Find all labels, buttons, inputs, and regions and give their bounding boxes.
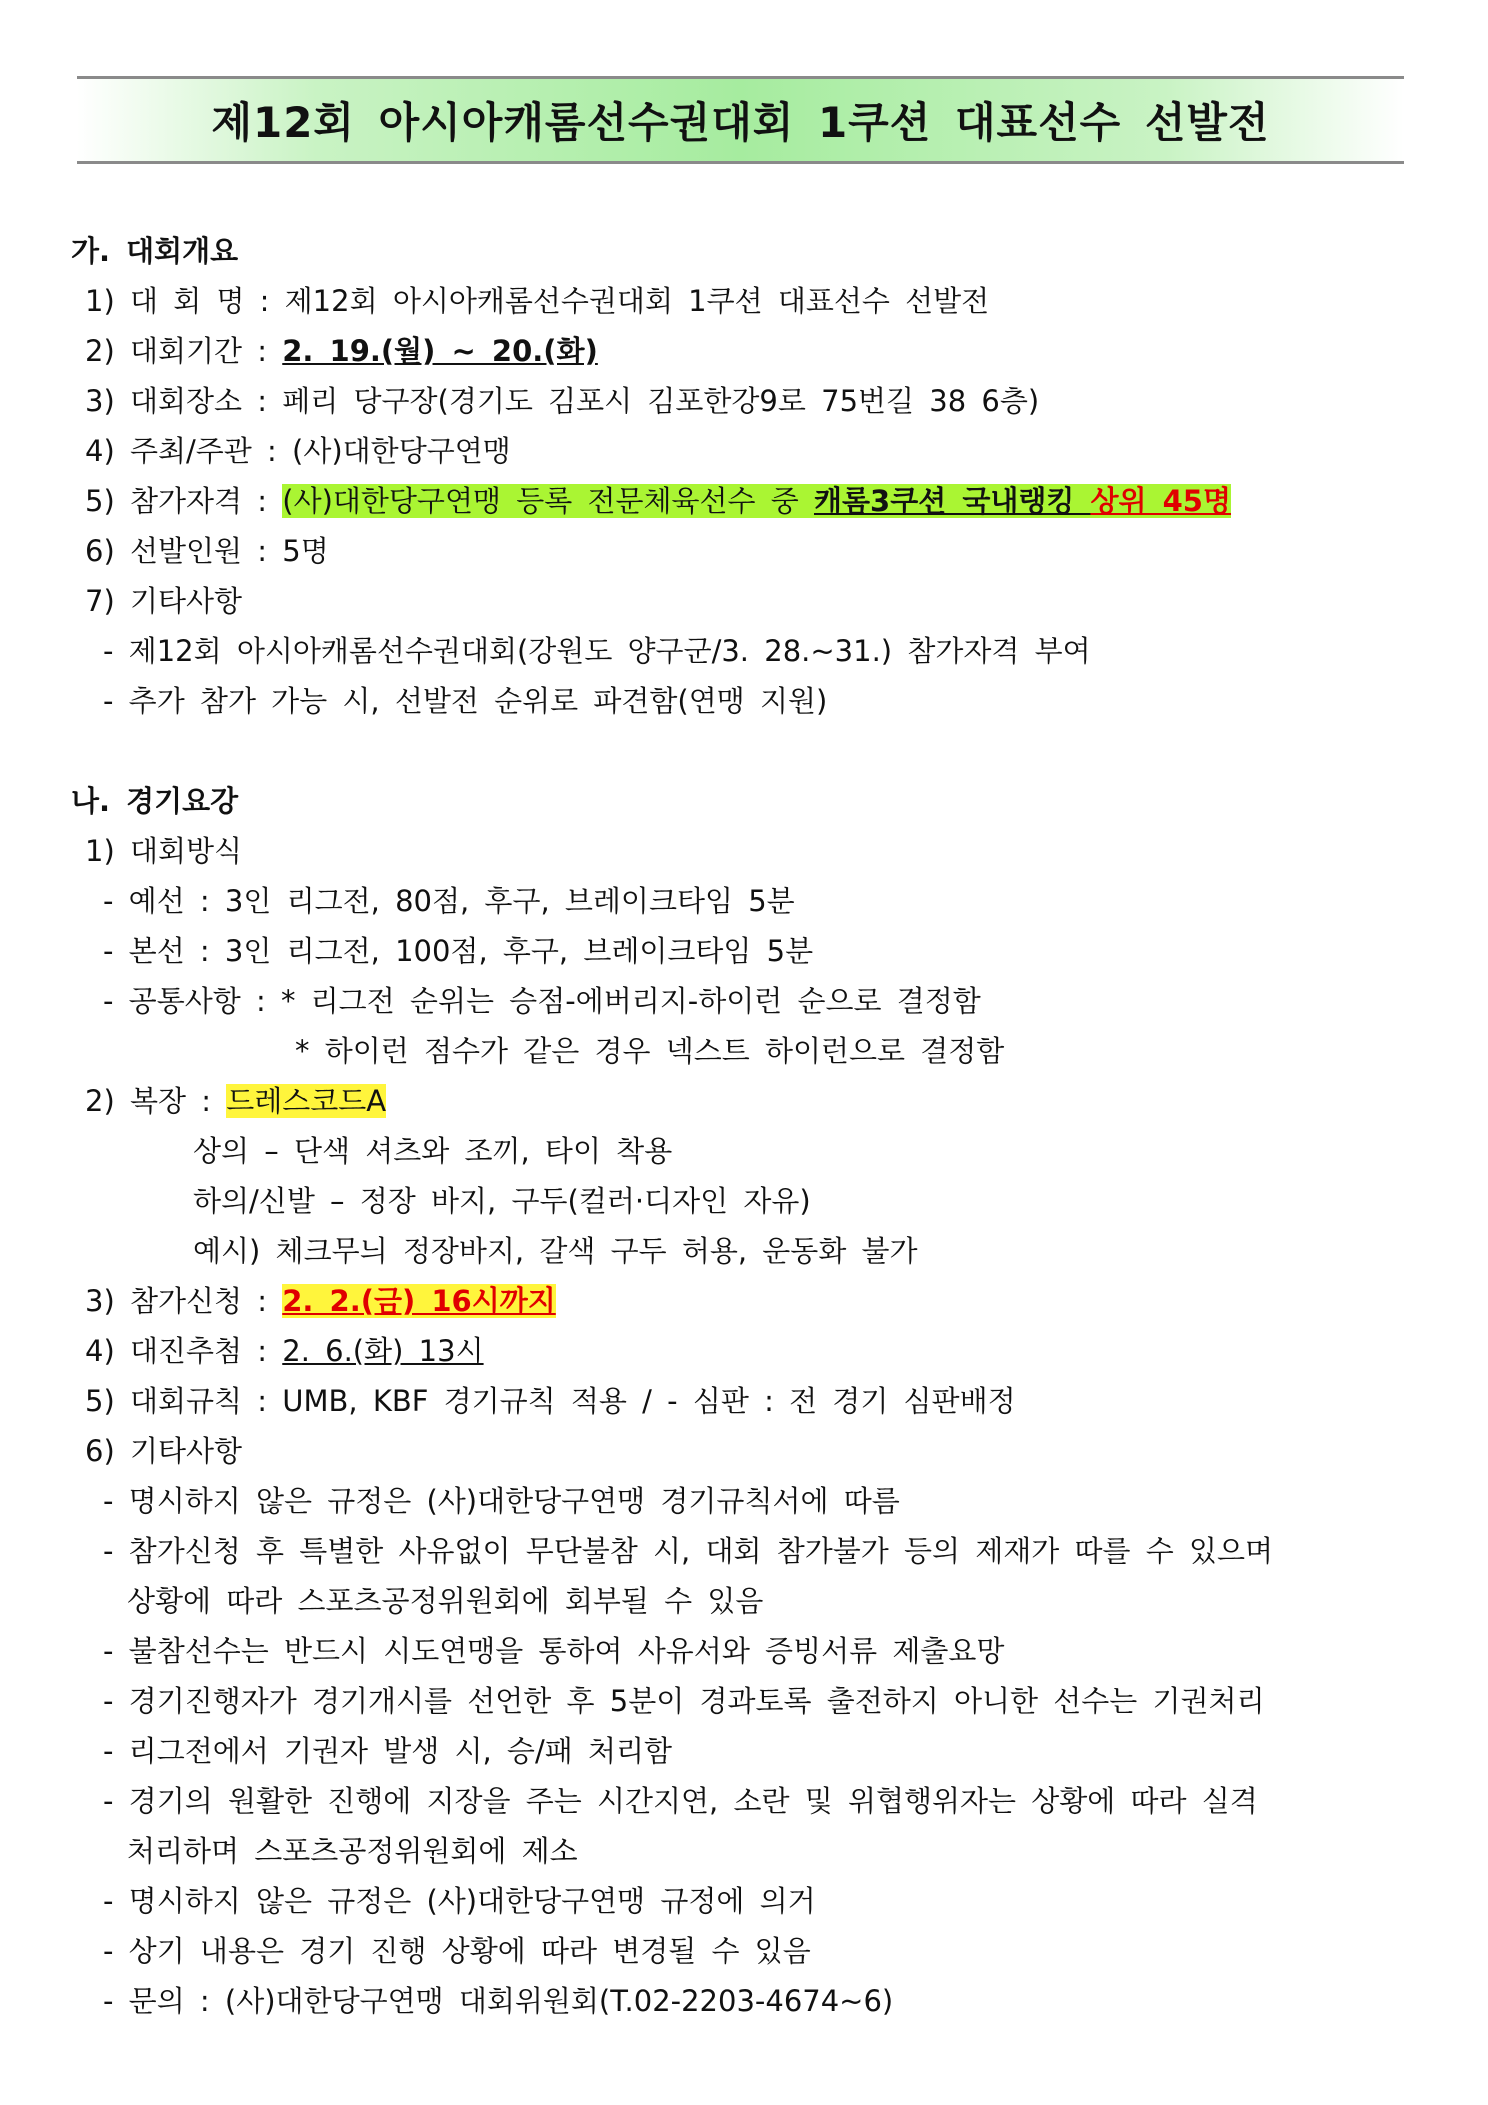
other-rule-item: - 불참선수는 반드시 시도연맹을 통하여 사유서와 증빙서류 제출요망 (103, 1634, 1005, 1668)
common-rule-item: - 공통사항 : * 리그전 순위는 승점-에버리지-하이런 순으로 결정함 (103, 984, 981, 1018)
event-name-value: 제12회 아시아캐롬선수권대회 1쿠션 대표선수 선발전 (284, 284, 990, 318)
dress-row (85, 1083, 386, 1119)
qualification-ranking: 캐롬3쿠션 국내랭킹 (813, 484, 1091, 518)
other-rule-item: - 상기 내용은 경기 진행 상황에 따라 변경될 수 있음 (103, 1934, 811, 1968)
common-rule-item: * 하이런 점수가 같은 경우 넥스트 하이런으로 결정함 (295, 1034, 1005, 1068)
dress-detail: 상의 – 단색 셔츠와 조끼, 타이 착용 (193, 1134, 673, 1168)
application-label: 3) 참가신청 : (85, 1284, 283, 1318)
event-name-row (85, 283, 989, 319)
event-venue-row (85, 383, 1039, 419)
other-matter-item: - 제12회 아시아캐롬선수권대회(강원도 양구군/3. 28.~31.) 참가자격 부여 (103, 634, 1091, 668)
draw-row (85, 1333, 484, 1369)
selection-count-label: 6) 선발인원 : (85, 534, 283, 568)
event-period-value: 2. 19.(월) ~ 20.(화) (282, 334, 598, 368)
dress-label: 2) 복장 : (85, 1084, 227, 1118)
method-heading: 1) 대회방식 (85, 834, 243, 868)
other-rule-item: - 리그전에서 기권자 발생 시, 승/패 처리함 (103, 1734, 672, 1768)
draw-value: 2. 6.(화) 13시 (282, 1334, 484, 1368)
dress-detail: 하의/신발 – 정장 바지, 구두(컬러·디자인 자유) (193, 1184, 811, 1218)
qualification-part1: (사)대한당구연맹 등록 전문체육선수 중 (282, 484, 814, 518)
qualification-label: 5) 참가자격 : (85, 484, 283, 518)
other-rule-item: - 경기진행자가 경기개시를 선언한 후 5분이 경과토록 출전하지 아니한 선수는 기권처리 (103, 1684, 1265, 1718)
qualification-row (85, 483, 1231, 519)
other-rule-item: - 경기의 원활한 진행에 지장을 주는 시간지연, 소란 및 위협행위자는 상황에 따라 실격 (103, 1784, 1258, 1818)
application-row (85, 1283, 556, 1319)
rules-row (85, 1383, 1016, 1419)
title-banner (77, 76, 1404, 164)
other-rule-item-cont: 처리하며 스포츠공정위원회에 제소 (127, 1834, 578, 1868)
other-rule-item: - 명시하지 않은 규정은 (사)대한당구연맹 경기규칙서에 따름 (103, 1484, 900, 1518)
rules-label: 5) 대회규칙 : (85, 1384, 283, 1418)
qualification-top: 상위 45명 (1090, 484, 1231, 518)
main-round-item: - 본선 : 3인 리그전, 100점, 후구, 브레이크타임 5분 (103, 934, 814, 968)
dress-code: 드레스코드A (226, 1084, 387, 1118)
contact-item: - 문의 : (사)대한당구연맹 대회위원회(T.02-2203-4674~6) (103, 1984, 894, 2018)
selection-count-value: 5명 (282, 534, 329, 568)
other-matters-heading: 7) 기타사항 (85, 584, 243, 618)
dress-detail: 예시) 체크무늬 정장바지, 갈색 구두 허용, 운동화 불가 (193, 1234, 918, 1268)
section-heading-rules: 나. 경기요강 (71, 784, 239, 818)
application-deadline: 2. 2.(금) 16시까지 (282, 1284, 556, 1318)
draw-label: 4) 대진추첨 : (85, 1334, 283, 1368)
event-venue-label: 3) 대회장소 : (85, 384, 283, 418)
other-rule-item: - 참가신청 후 특별한 사유없이 무단불참 시, 대회 참가불가 등의 제재가 따를 수 있으며 (103, 1534, 1273, 1568)
other-rule-item-cont: 상황에 따라 스포츠공정위원회에 회부될 수 있음 (127, 1584, 764, 1618)
section-heading-overview: 가. 대회개요 (71, 234, 239, 268)
event-venue-value: 페리 당구장(경기도 김포시 김포한강9로 75번길 38 6층) (282, 384, 1040, 418)
prelim-item: - 예선 : 3인 리그전, 80점, 후구, 브레이크타임 5분 (103, 884, 795, 918)
qualification-text (282, 484, 1231, 518)
event-name-label: 1) 대 회 명 : (85, 284, 285, 318)
event-host-label: 4) 주최/주관 : (85, 434, 293, 468)
event-period-label: 2) 대회기간 : (85, 334, 283, 368)
other-rules-heading: 6) 기타사항 (85, 1434, 243, 1468)
page-title: 제12회 아시아캐롬선수권대회 1쿠션 대표선수 선발전 (211, 98, 1270, 147)
event-period-row (85, 333, 598, 369)
event-host-row (85, 433, 511, 469)
other-matter-item: - 추가 참가 가능 시, 선발전 순위로 파견함(연맹 지원) (103, 684, 828, 718)
other-rule-item: - 명시하지 않은 규정은 (사)대한당구연맹 규정에 의거 (103, 1884, 816, 1918)
rules-value: UMB, KBF 경기규칙 적용 / - 심판 : 전 경기 심판배정 (282, 1384, 1016, 1418)
event-host-value: (사)대한당구연맹 (292, 434, 511, 468)
selection-count-row (85, 533, 329, 569)
